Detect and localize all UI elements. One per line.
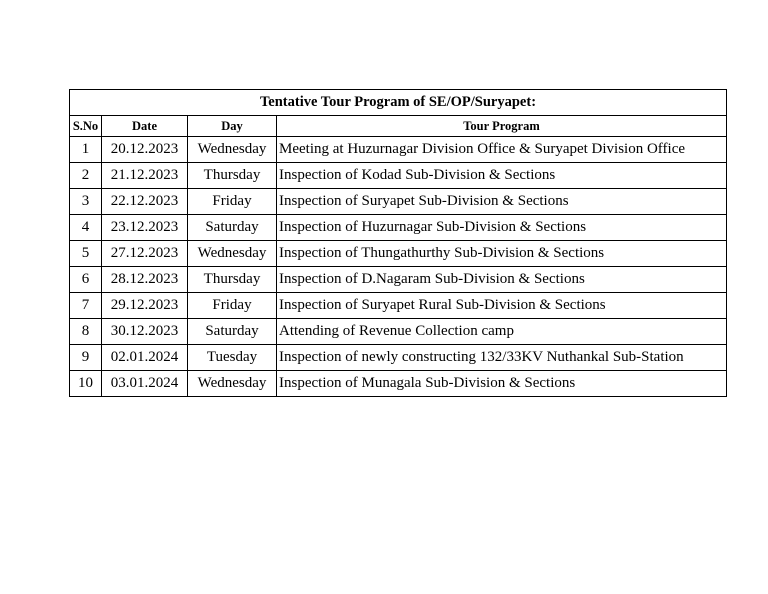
cell-date: 03.01.2024 (102, 371, 188, 397)
table-row (70, 293, 727, 319)
cell-tour-program: Inspection of Kodad Sub-Division & Sections (277, 163, 727, 189)
header-tour-program: Tour Program (277, 116, 727, 137)
cell-day: Saturday (188, 215, 277, 241)
cell-day: Wednesday (188, 241, 277, 267)
cell-day: Wednesday (188, 371, 277, 397)
cell-date: 30.12.2023 (102, 319, 188, 345)
cell-day: Wednesday (188, 137, 277, 163)
table-row (70, 189, 727, 215)
cell-tour-program: Inspection of Huzurnagar Sub-Division & Sections (277, 215, 727, 241)
cell-tour-program: Inspection of Suryapet Rural Sub-Division & Sections (277, 293, 727, 319)
cell-sno: 1 (70, 137, 102, 163)
cell-tour-program: Inspection of Suryapet Sub-Division & Sections (277, 189, 727, 215)
cell-date: 28.12.2023 (102, 267, 188, 293)
tour-program-table (69, 89, 727, 397)
cell-tour-program: Inspection of Munagala Sub-Division & Sections (277, 371, 727, 397)
header-sno: S.No (70, 116, 102, 137)
cell-sno: 7 (70, 293, 102, 319)
table-row (70, 215, 727, 241)
cell-date: 27.12.2023 (102, 241, 188, 267)
cell-tour-program: Inspection of Thungathurthy Sub-Division & Sections (277, 241, 727, 267)
table-title-row (70, 90, 727, 116)
table-row (70, 163, 727, 189)
cell-date: 20.12.2023 (102, 137, 188, 163)
table-title: Tentative Tour Program of SE/OP/Suryapet: (70, 90, 727, 116)
cell-day: Friday (188, 189, 277, 215)
cell-tour-program: Inspection of D.Nagaram Sub-Division & Sections (277, 267, 727, 293)
table-row (70, 319, 727, 345)
table-row (70, 137, 727, 163)
tour-program-table-body (70, 90, 727, 397)
cell-tour-program: Meeting at Huzurnagar Division Office & Suryapet Division Office (277, 137, 727, 163)
cell-sno: 6 (70, 267, 102, 293)
cell-sno: 4 (70, 215, 102, 241)
cell-tour-program: Attending of Revenue Collection camp (277, 319, 727, 345)
cell-sno: 2 (70, 163, 102, 189)
cell-day: Thursday (188, 163, 277, 189)
cell-day: Thursday (188, 267, 277, 293)
cell-sno: 8 (70, 319, 102, 345)
cell-day: Tuesday (188, 345, 277, 371)
cell-sno: 3 (70, 189, 102, 215)
header-day: Day (188, 116, 277, 137)
header-date: Date (102, 116, 188, 137)
table-row (70, 267, 727, 293)
cell-day: Friday (188, 293, 277, 319)
cell-sno: 10 (70, 371, 102, 397)
cell-date: 02.01.2024 (102, 345, 188, 371)
table-row (70, 345, 727, 371)
table-row (70, 371, 727, 397)
cell-date: 29.12.2023 (102, 293, 188, 319)
cell-date: 23.12.2023 (102, 215, 188, 241)
cell-sno: 5 (70, 241, 102, 267)
cell-tour-program: Inspection of newly constructing 132/33KV Nuthankal Sub-Station (277, 345, 727, 371)
table-header-row (70, 116, 727, 137)
cell-sno: 9 (70, 345, 102, 371)
cell-date: 22.12.2023 (102, 189, 188, 215)
table-row (70, 241, 727, 267)
cell-date: 21.12.2023 (102, 163, 188, 189)
cell-day: Saturday (188, 319, 277, 345)
